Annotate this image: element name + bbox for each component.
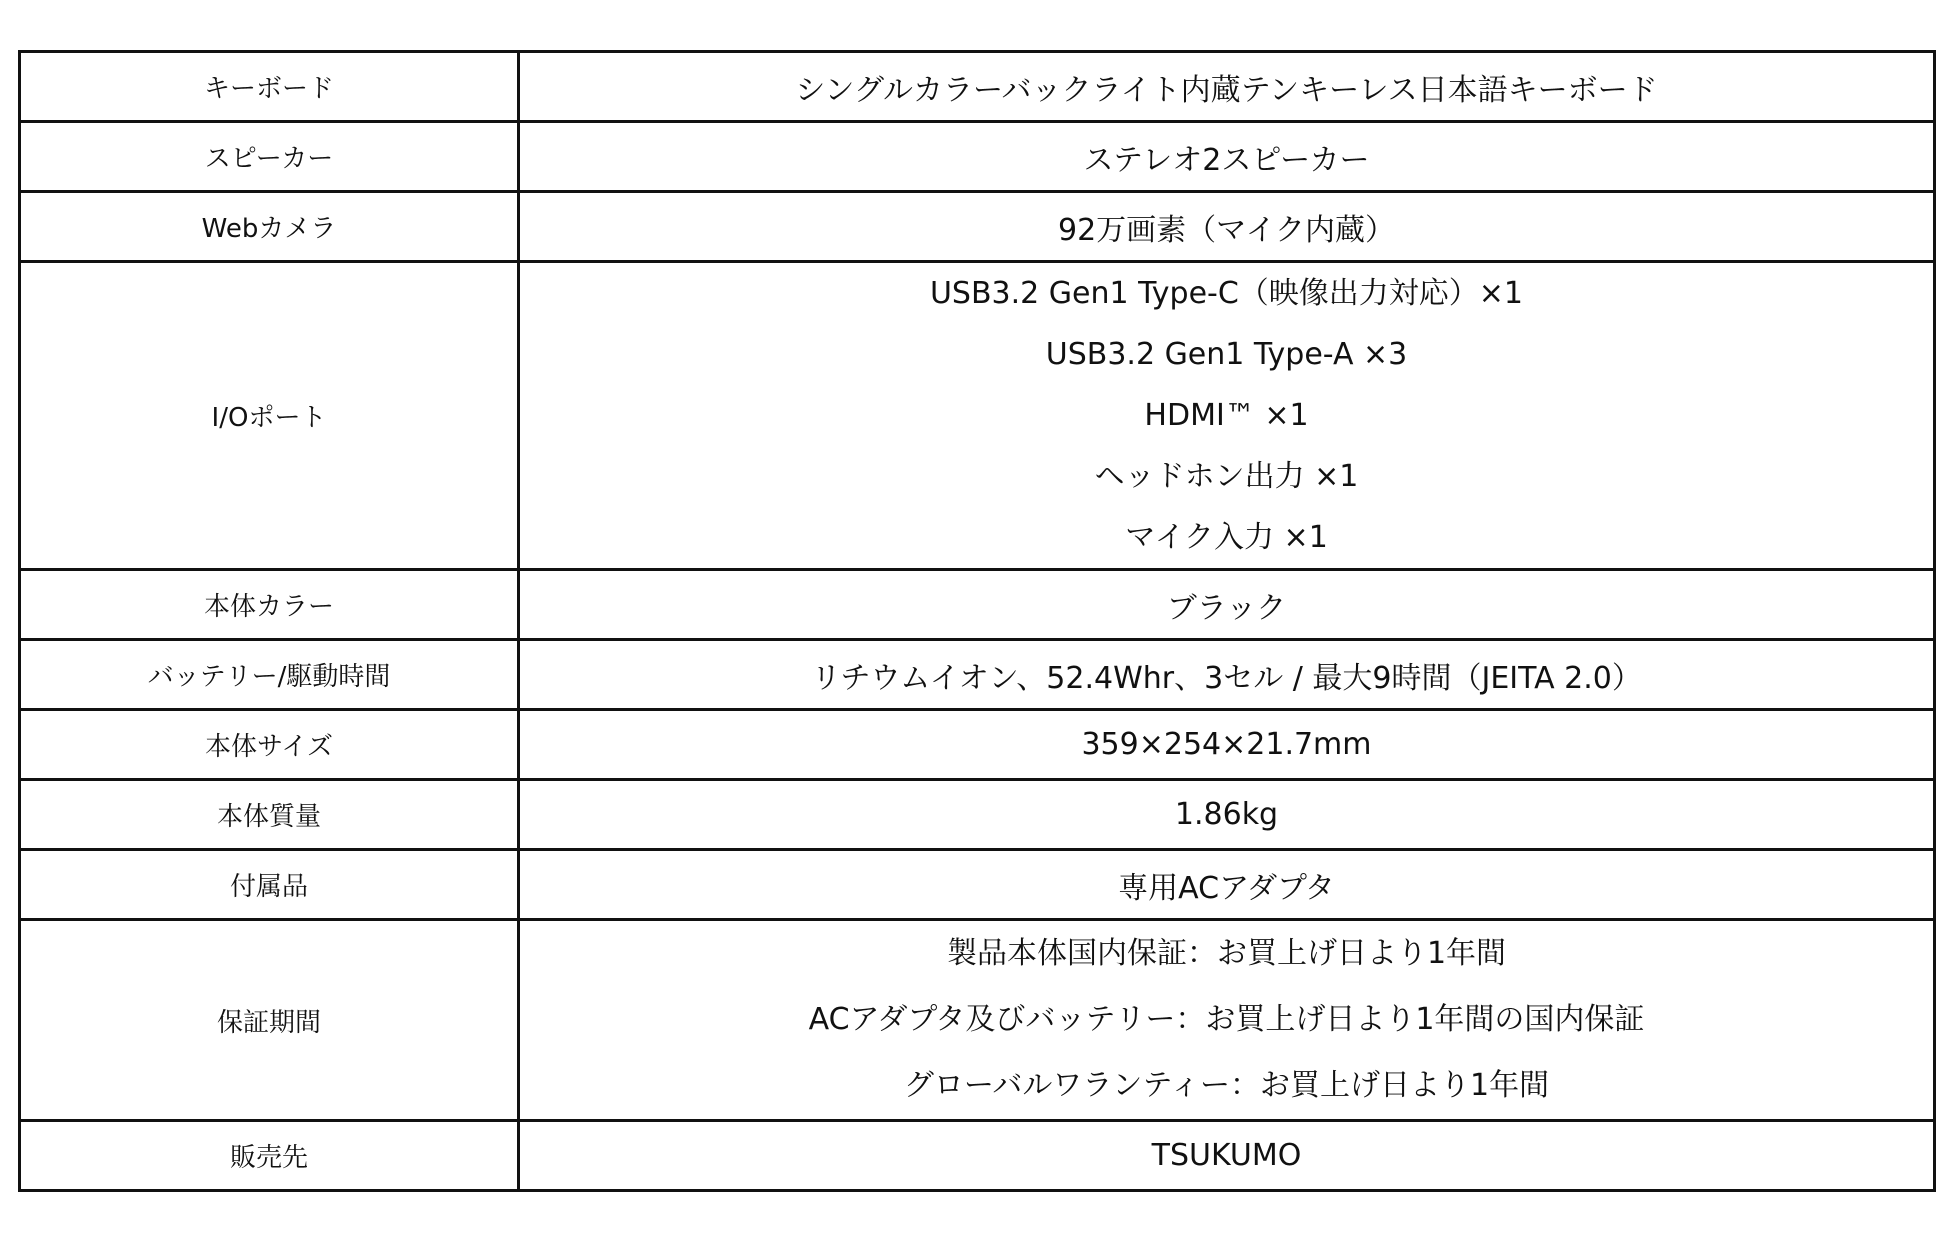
spec-value-speaker: ステレオ2スピーカー [519, 122, 1935, 192]
spec-value-warranty [519, 920, 1935, 1121]
spec-row-body-size [20, 710, 1935, 780]
spec-label-speaker: スピーカー [20, 122, 519, 192]
spec-value-keyboard: シングルカラーバックライト内蔵テンキーレス日本語キーボード [519, 52, 1935, 122]
warranty-adapter-battery: ACアダプタ及びバッテリー：お買上げ日より1年間の国内保証 [808, 1002, 1645, 1037]
spec-label-body-size: 本体サイズ [20, 710, 519, 780]
spec-row-body-weight [20, 780, 1935, 850]
io-port-headphone: ヘッドホン出力 ×1 [1094, 459, 1359, 494]
io-port-usb-type-c: USB3.2 Gen1 Type-C（映像出力対応）×1 [929, 276, 1524, 311]
spec-row-accessories [20, 850, 1935, 920]
spec-row-battery [20, 640, 1935, 710]
spec-row-speaker [20, 122, 1935, 192]
spec-table-body [20, 52, 1935, 1191]
spec-row-io-ports [20, 262, 1935, 570]
spec-row-vendor [20, 1121, 1935, 1191]
io-port-usb-type-a: USB3.2 Gen1 Type-A ×3 [1045, 337, 1408, 372]
spec-value-battery: リチウムイオン、52.4Whr、3セル / 最大9時間（JEITA 2.0） [519, 640, 1935, 710]
spec-row-webcam [20, 192, 1935, 262]
spec-label-io-ports: I/Oポート [20, 262, 519, 570]
spec-table [18, 50, 1936, 1192]
spec-label-webcam: Webカメラ [20, 192, 519, 262]
spec-value-io-ports [519, 262, 1935, 570]
io-port-hdmi: HDMI™ ×1 [1144, 398, 1309, 433]
spec-value-accessories: 専用ACアダプタ [519, 850, 1935, 920]
spec-label-battery: バッテリー/駆動時間 [20, 640, 519, 710]
spec-value-body-color: ブラック [519, 570, 1935, 640]
spec-label-body-color: 本体カラー [20, 570, 519, 640]
spec-row-body-color [20, 570, 1935, 640]
spec-row-keyboard [20, 52, 1935, 122]
spec-value-body-size: 359×254×21.7mm [519, 710, 1935, 780]
spec-label-body-weight: 本体質量 [20, 780, 519, 850]
spec-value-webcam: 92万画素（マイク内蔵） [519, 192, 1935, 262]
spec-label-keyboard: キーボード [20, 52, 519, 122]
spec-label-vendor: 販売先 [20, 1121, 519, 1191]
spec-value-body-weight: 1.86kg [519, 780, 1935, 850]
spec-label-accessories: 付属品 [20, 850, 519, 920]
warranty-global: グローバルワランティー：お買上げ日より1年間 [903, 1068, 1550, 1103]
warranty-product: 製品本体国内保証：お買上げ日より1年間 [946, 936, 1507, 971]
spec-label-warranty: 保証期間 [20, 920, 519, 1121]
io-port-mic: マイク入力 ×1 [1125, 520, 1328, 555]
spec-value-vendor: TSUKUMO [519, 1121, 1935, 1191]
spec-row-warranty [20, 920, 1935, 1121]
